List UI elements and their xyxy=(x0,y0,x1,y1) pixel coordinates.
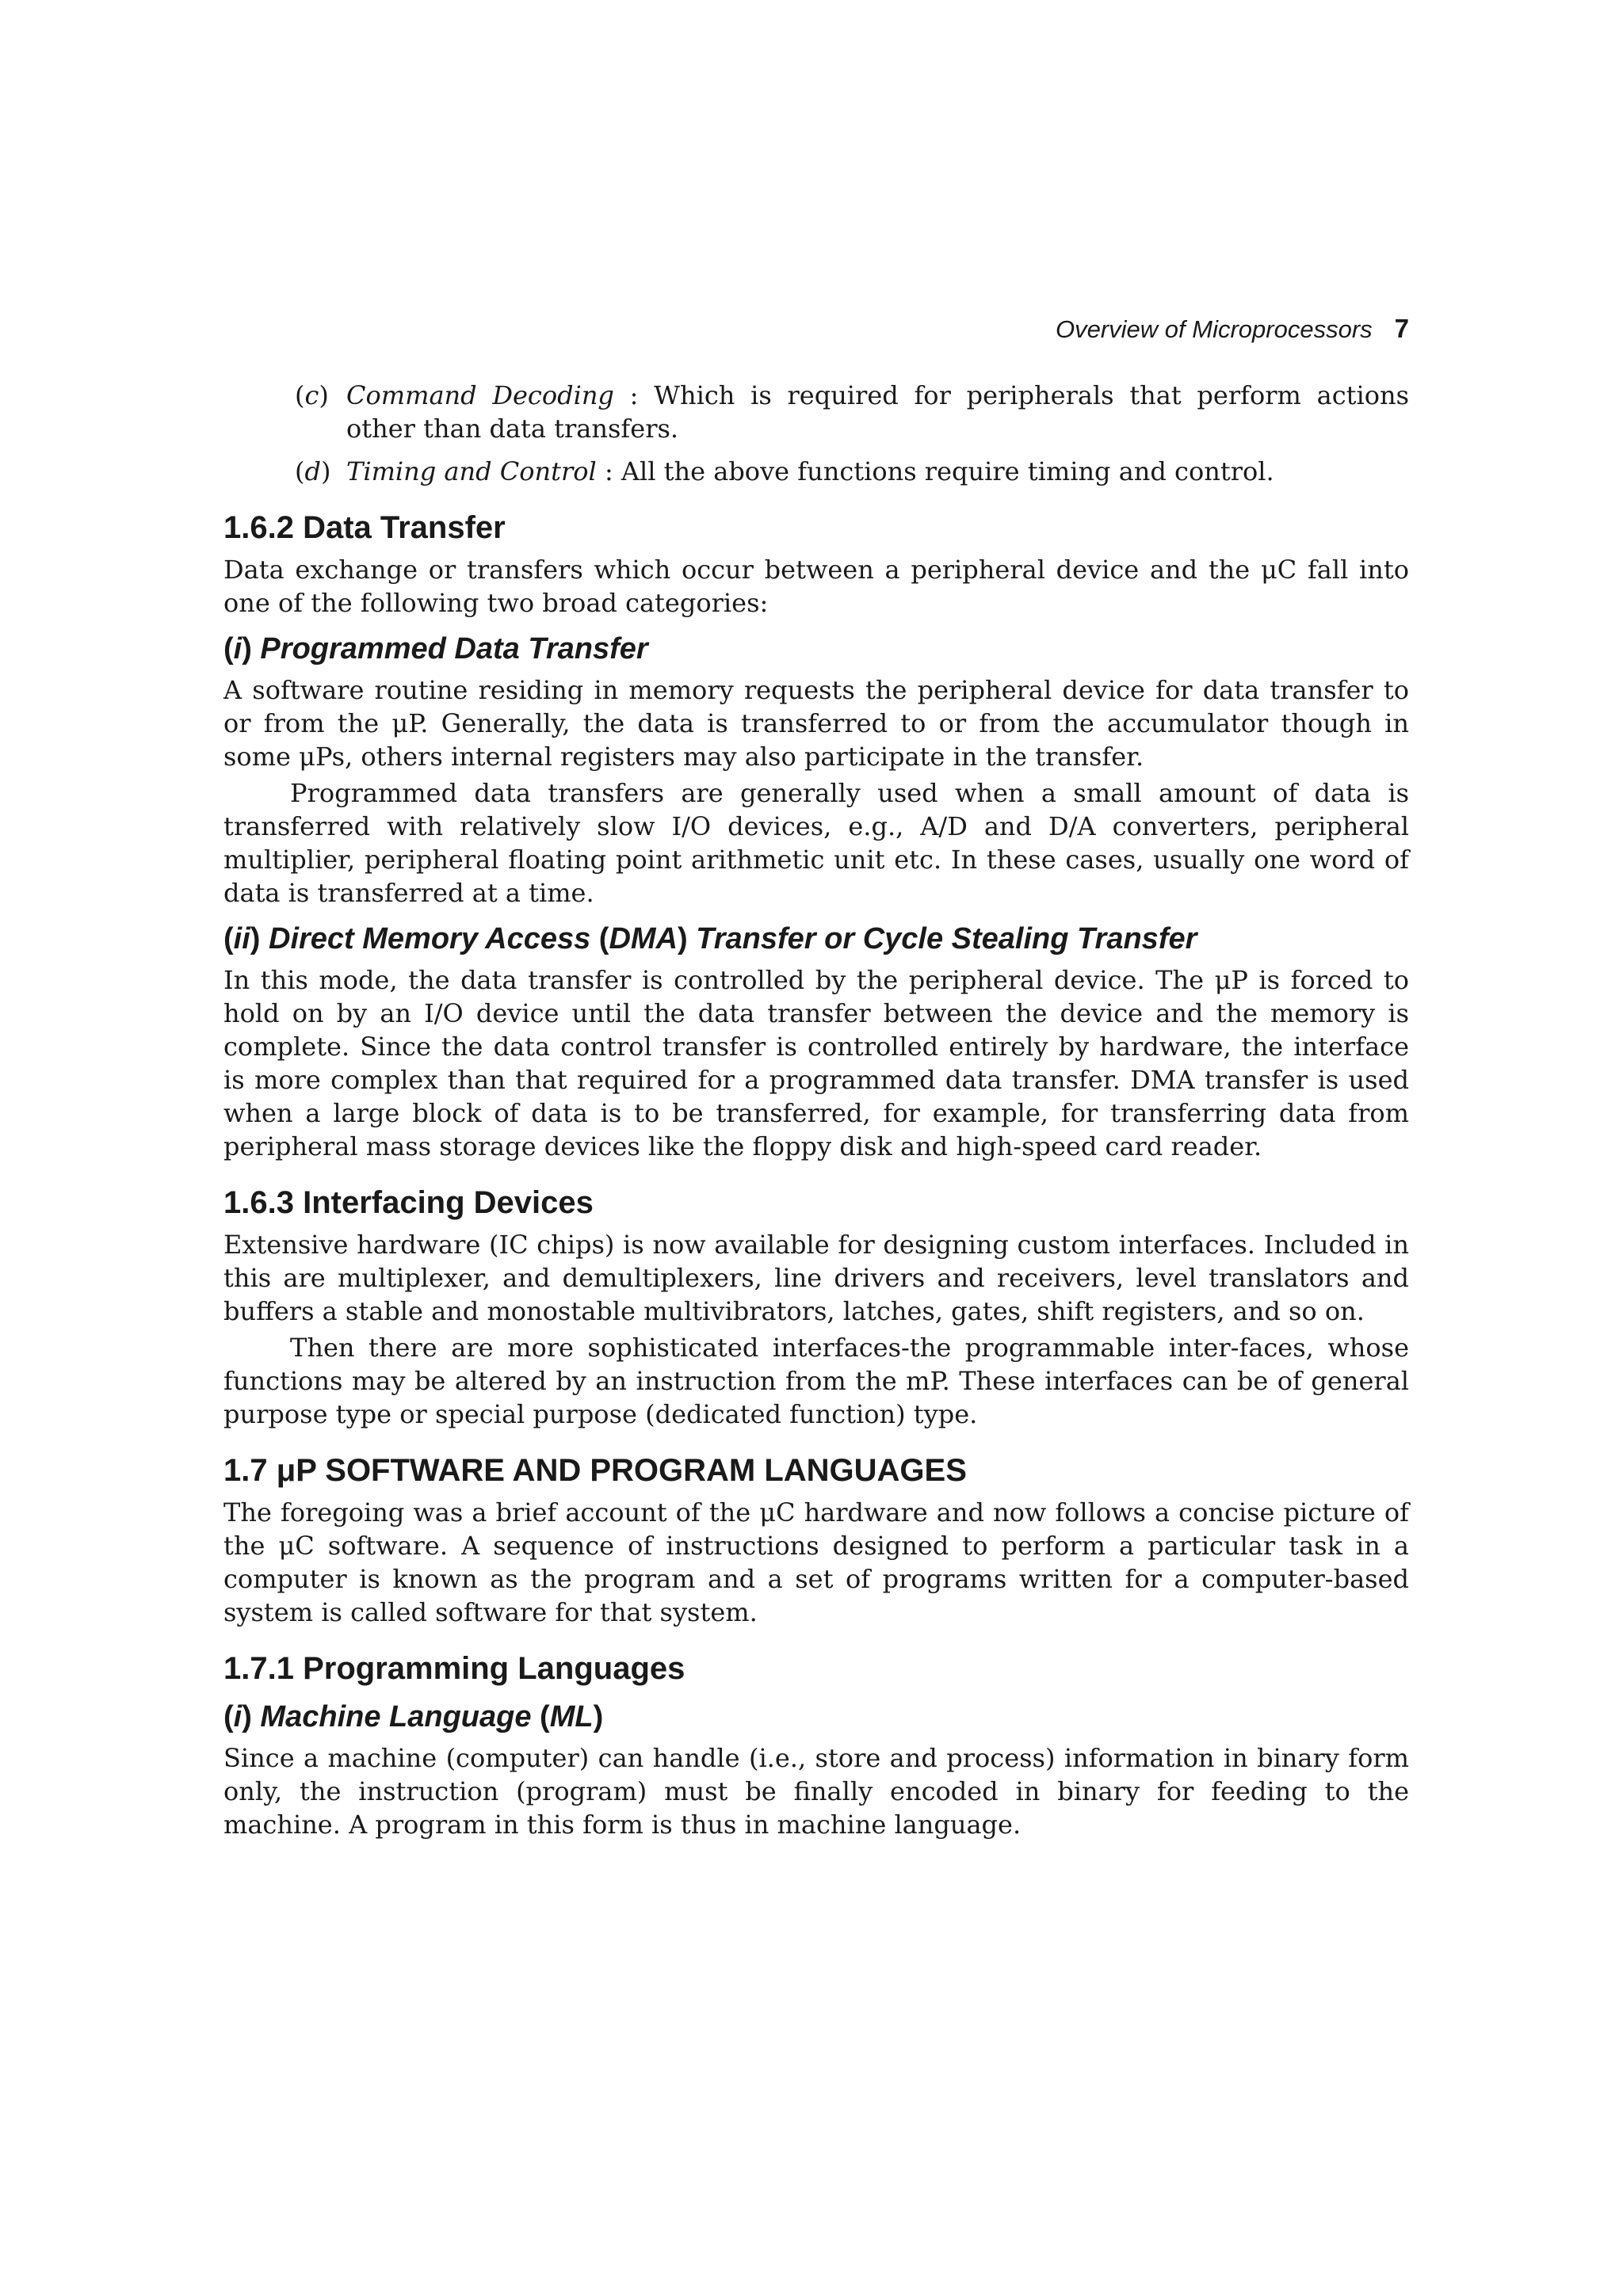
paragraph: Since a machine (computer) can handle (i.e., store and process) information in binary form only, the instruction (program) must be finally encoded in binary for feeding to the machine. A program in this form is thus in machine language. xyxy=(223,1743,1409,1840)
paragraph: Then there are more sophisticated interfaces-the programmable inter-faces, whose functions may be altered by an instruction from the mP. These interfaces can be of general purpose type or special purpose (dedicated function) type. xyxy=(223,1333,1409,1429)
subheading-programmed-data-transfer: (i) Programmed Data Transfer xyxy=(223,632,648,666)
subheading-machine-language: (i) Machine Language (ML) xyxy=(223,1700,604,1733)
list-term: Timing and Control xyxy=(346,456,597,486)
list-marker: (c) xyxy=(295,380,329,410)
paragraph: Extensive hardware (IC chips) is now available for designing custom interfaces. Included in this are multiplexer, and demultiplexers, line drivers and receivers, level translators and buffers a stable and monostable multivibrators, latches, gates, shift registers, and so on. xyxy=(223,1230,1409,1326)
paragraph: Data exchange or transfers which occur between a peripheral device and the μC fall into one of the following two broad categories: xyxy=(223,555,1409,618)
section-heading-1-6-3: 1.6.3 Interfacing Devices xyxy=(223,1185,594,1220)
running-header xyxy=(1056,314,1409,344)
paragraph: The foregoing was a brief account of the μC hardware and now follows a concise picture of the μC software. A sequence of instructions designed to perform a particular task in a computer is known as the program and a set of programs written for a computer-based system is called software for that system. xyxy=(223,1497,1409,1627)
list-term: Command Decoding xyxy=(346,380,614,410)
list-item-d xyxy=(223,455,1409,488)
paragraph: In this mode, the data transfer is controlled by the peripheral device. The μP is forced to hold on by an I/O device until the data transfer between the device and the memory is complete. Since the data control transfer is controlled entirely by hardware, the interface is more complex than that required for a programmed data transfer. DMA transfer is used when a large block of data is to be transferred, for example, for transferring data from peripheral mass storage devices like the floppy disk and high-speed card reader. xyxy=(223,965,1409,1161)
list-item-c xyxy=(223,379,1409,445)
section-heading-1-7: 1.7 μP SOFTWARE AND PROGRAM LANGUAGES xyxy=(223,1453,967,1488)
section-heading-1-6-2: 1.6.2 Data Transfer xyxy=(223,510,506,545)
running-title: Overview of Microprocessors xyxy=(1055,315,1373,343)
list-item-text: Timing and Control : All the above functions require timing and control. xyxy=(346,456,1274,486)
section-heading-1-7-1: 1.7.1 Programming Languages xyxy=(223,1651,685,1686)
list-marker: (d) xyxy=(295,456,331,486)
page-number: 7 xyxy=(1394,314,1409,343)
subheading-dma-transfer: (ii) Direct Memory Access (DMA) Transfer or Cycle Stealing Transfer xyxy=(223,922,1197,955)
paragraph: A software routine residing in memory requests the peripheral device for data transfer to or from the μP. Generally, the data is transferred to or from the accumulator though in some μPs, others internal registers may also participate in the transfer. xyxy=(223,675,1409,772)
paragraph: Programmed data transfers are generally used when a small amount of data is transferred with relatively slow I/O devices, e.g., A/D and D/A converters, peripheral multiplier, peripheral floating point arithmetic unit etc. In these cases, usually one word of data is transferred at a time. xyxy=(223,778,1409,908)
list-item-text: Command Decoding : Which is required for peripherals that perform actions other than data transfers. xyxy=(346,380,1410,444)
page-body xyxy=(223,379,1409,1841)
